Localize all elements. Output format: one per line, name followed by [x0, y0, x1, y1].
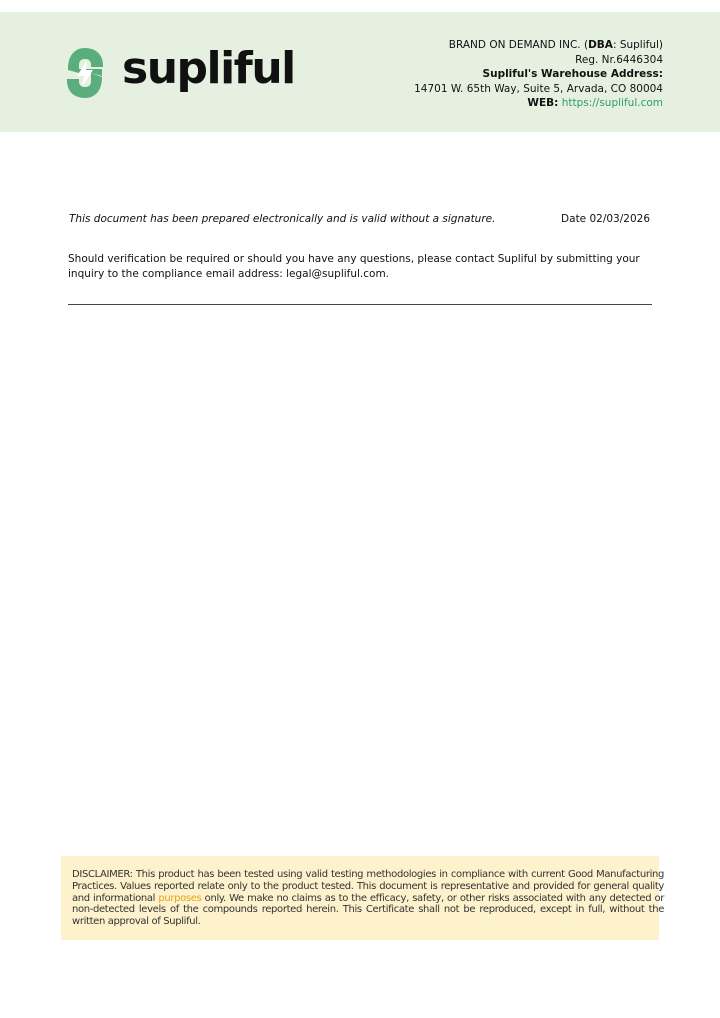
company-info: [414, 38, 663, 111]
dba-value: : Supliful): [612, 39, 663, 51]
lightning-bolt-icon: [64, 46, 106, 100]
disclaimer-text-start: DISCLAIMER: This product has been tested using valid testing methodologies in compliance with current Good Manufacturing Practices. Values reported relate only to the product tested. This document is representative and provided for general quality and informational: [72, 869, 664, 904]
letterhead-header: [0, 12, 720, 132]
disclaimer-text-end: only. We make no claims as to the efficacy, safety, or other risks associated with any detected or non-detected levels of the compounds reported herein. This Certificate shall not be reproduced, except in full, without the written approval of Supliful.: [72, 892, 665, 928]
disclaimer-box: [61, 856, 665, 940]
divider: [68, 304, 652, 305]
web-label: WEB:: [527, 97, 559, 110]
registration-number: Reg. Nr.6446304: [575, 53, 663, 66]
warehouse-address: 14701 W. 65th Way, Suite 5, Arvada, CO 80004: [414, 82, 663, 95]
logo-wordmark: supliful: [122, 43, 295, 94]
verification-note: Should verification be required or should you have any questions, please contact Supliful by submitting your inquiry to the compliance email address: legal@supliful.com.: [68, 253, 640, 280]
warehouse-label: Supliful's Warehouse Address:: [482, 68, 663, 81]
supliful-logo: [64, 43, 295, 100]
disclaimer-highlight: purposes: [158, 892, 202, 904]
web-line: [414, 96, 663, 111]
company-name-line: [414, 38, 663, 53]
document-date: Date 02/03/2026: [561, 213, 650, 225]
electronic-validity-statement: This document has been prepared electronically and is valid without a signature.: [69, 213, 496, 225]
disclaimer-text: [72, 869, 664, 928]
dba-label: DBA: [588, 39, 613, 51]
website-link[interactable]: https://supliful.com: [561, 97, 663, 110]
company-name: BRAND ON DEMAND INC. (: [448, 39, 589, 51]
